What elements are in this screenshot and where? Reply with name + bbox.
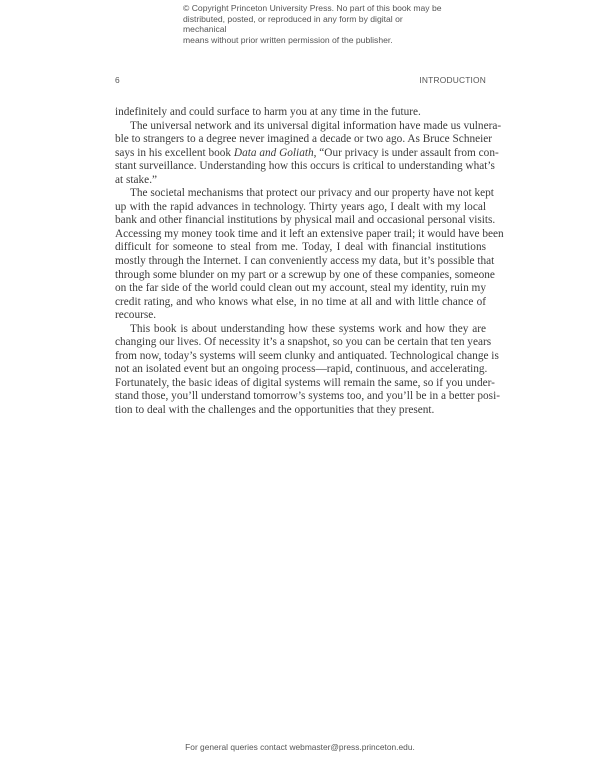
text-line: Accessing my money took time and it left an extensive paper trail; it would have been [115, 227, 504, 240]
text-line: tion to deal with the challenges and the opportunities that they present. [115, 404, 435, 417]
text-line: Fortunately, the basic ideas of digital systems will remain the same, so if you under- [115, 376, 495, 389]
text-line: at stake.” [115, 173, 158, 186]
text-line: recourse. [115, 309, 157, 322]
copyright-line: distributed, posted, or reproduced in any form by digital or mechanical [183, 13, 403, 35]
text-line: The societal mechanisms that protect our privacy and our property have not kept [130, 187, 494, 200]
text-line: difficult for someone to steal from me. Today, I deal with financial institutions [115, 241, 486, 254]
paragraph [115, 119, 502, 188]
text-line: This book is about understanding how these systems work and how they are [130, 322, 486, 335]
section-title: INTRODUCTION [419, 75, 486, 85]
running-head [115, 75, 486, 87]
text-line: through some blunder on my part or a screwup by one of these companies, someone [115, 268, 495, 281]
body-text [115, 106, 504, 418]
page-number: 6 [115, 75, 120, 85]
copyright-line: © Copyright Princeton University Press. No part of this book may be [183, 3, 442, 13]
text-line: not an isolated event but an ongoing process—rapid, continuous, and accelerating. [115, 363, 488, 376]
paragraph [115, 322, 500, 418]
text-line: up with the rapid advances in technology. Thirty years ago, I dealt with my local [115, 200, 486, 213]
text-line: on the far side of the world could clean out my account, steal my identity, ruin my [115, 282, 486, 295]
paragraph [115, 106, 486, 120]
text-line: mostly through the Internet. I can conveniently access my data, but it’s possible that [115, 255, 495, 268]
paragraph [115, 187, 504, 322]
book-title: Data and Goliath [233, 146, 314, 159]
text-line: stand those, you’ll understand tomorrow’s systems too, and you’ll be in a better posi- [115, 390, 500, 403]
text-line: from now, today’s systems will seem clunky and antiquated. Technological change is [115, 349, 499, 362]
text-line: indefinitely and could surface to harm you at any time in the future. [115, 106, 421, 118]
text-line: stant surveillance. Understanding how this occurs is critical to understanding what’s [115, 160, 495, 173]
footer-contact: For general queries contact webmaster@press.princeton.edu. [185, 742, 415, 752]
text-line: ble to strangers to a degree never imagined a decade or two ago. As Bruce Schneier [115, 133, 493, 146]
text-line: changing our lives. Of necessity it’s a snapshot, so you can be certain that ten years [115, 336, 492, 349]
text-line: bank and other financial institutions by physical mail and occasional personal visits. [115, 214, 496, 227]
copyright-line: means without prior written permission of the publisher. [183, 34, 393, 45]
text-line: The universal network and its universal digital information have made us vulnera- [130, 119, 502, 132]
text-line: says in his excellent book Data and Goliath, “Our privacy is under assault from con- [115, 146, 499, 159]
text-line: credit rating, and who knows what else, in no time at all and with little chance of [115, 295, 486, 308]
